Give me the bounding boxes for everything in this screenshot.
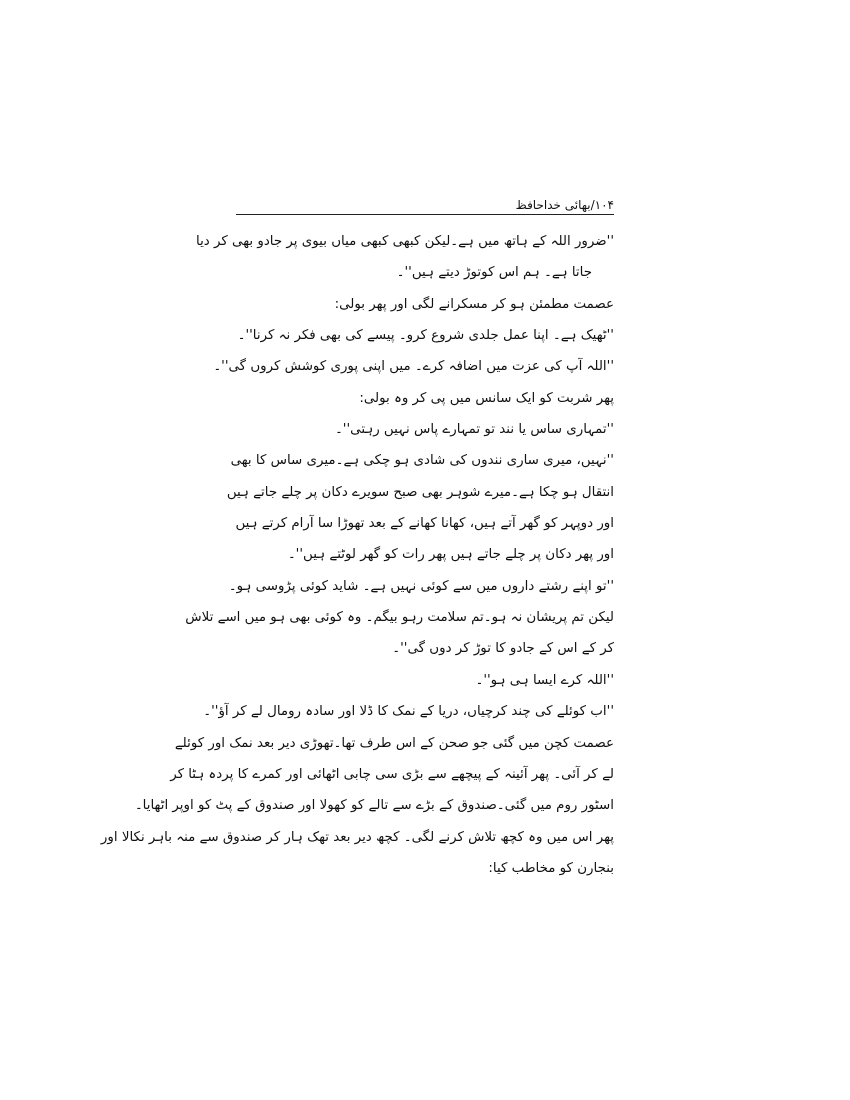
text-line: ''تمہاری ساس یا نند تو تمہارے پاس نہیں رہتی''۔ xyxy=(334,422,614,438)
text-line: ''نہیں، میری ساری نندوں کی شادی ہو چکی ہے۔میری ساس کا بھی xyxy=(230,453,614,469)
text-line: انتقال ہو چکا ہے۔میرے شوہر بھی صبح سویرے دکان پر چلے جاتے ہیں xyxy=(226,484,614,500)
page-header xyxy=(236,196,614,214)
text-line: ''اللہ کرے ایسا ہی ہو''۔ xyxy=(475,672,614,688)
page-number-title: ۱۰۴/بھائی خداحافظ xyxy=(515,198,614,212)
body-text xyxy=(100,226,614,884)
text-line: ''ٹھیک ہے۔ اپنا عمل جلدی شروع کرو۔ پیسے کی بھی فکر نہ کرنا''۔ xyxy=(237,328,614,344)
text-line: ''اللہ آپ کی عزت میں اضافہ کرے۔ میں اپنی پوری کوشش کروں گی''۔ xyxy=(213,359,614,375)
text-line: کر کے اس کے جادو کا توڑ کر دوں گی''۔ xyxy=(392,641,614,657)
text-line: اور دوپہر کو گھر آتے ہیں، کھانا کھانے کے بعد تھوڑا سا آرام کرتے ہیں xyxy=(235,516,614,532)
text-line: عصمت مطمئن ہو کر مسکرانے لگی اور پھر بولی: xyxy=(334,296,614,312)
text-line: پھر شربت کو ایک سانس میں پی کر وہ بولی: xyxy=(359,390,614,406)
text-line: ''ضرور اللہ کے ہاتھ میں ہے۔لیکن کبھی کبھی میاں بیوی پر جادو بھی کر دیا xyxy=(196,234,614,249)
text-line: بنجارن کو مخاطب کیا: xyxy=(488,860,614,876)
header-divider xyxy=(236,214,614,215)
text-line: عصمت کچن میں گئی جو صحن کے اس طرف تھا۔تھوڑی دیر بعد نمک اور کوئلے xyxy=(174,735,614,751)
text-line: اور پھر دکان پر چلے جاتے ہیں پھر رات کو گھر لوٹتے ہیں''۔ xyxy=(287,547,614,563)
text-line: ''اب کوئلے کی چند کرچیاں، دریا کے نمک کا ڈلا اور سادہ رومال لے کر آؤ''۔ xyxy=(203,704,614,720)
text-line: اسٹور روم میں گئی۔صندوق کے بڑے سے تالے کو کھولا اور صندوق کے پٹ کو اوپر اٹھایا۔ xyxy=(134,798,614,814)
text-line: پھر اس میں وہ کچھ تلاش کرنے لگی۔ کچھ دیر بعد تھک ہار کر صندوق سے منہ باہر نکالا اور xyxy=(100,829,614,845)
text-line: لیکن تم پریشان نہ ہو۔تم سلامت رہو بیگم۔ وہ کوئی بھی ہو میں اسے تلاش xyxy=(185,610,614,626)
text-line: جاتا ہے۔ ہم اس کوتوڑ دیتے ہیں''۔ xyxy=(396,265,592,281)
text-line: لے کر آئی۔ پھر آئینہ کے پیچھے سے بڑی سی چابی اٹھائی اور کمرے کا پردہ ہٹا کر xyxy=(170,766,614,782)
text-line: ''تو اپنے رشتے داروں میں سے کوئی نہیں ہے۔ شاید کوئی پڑوسی ہو۔ xyxy=(228,578,614,594)
